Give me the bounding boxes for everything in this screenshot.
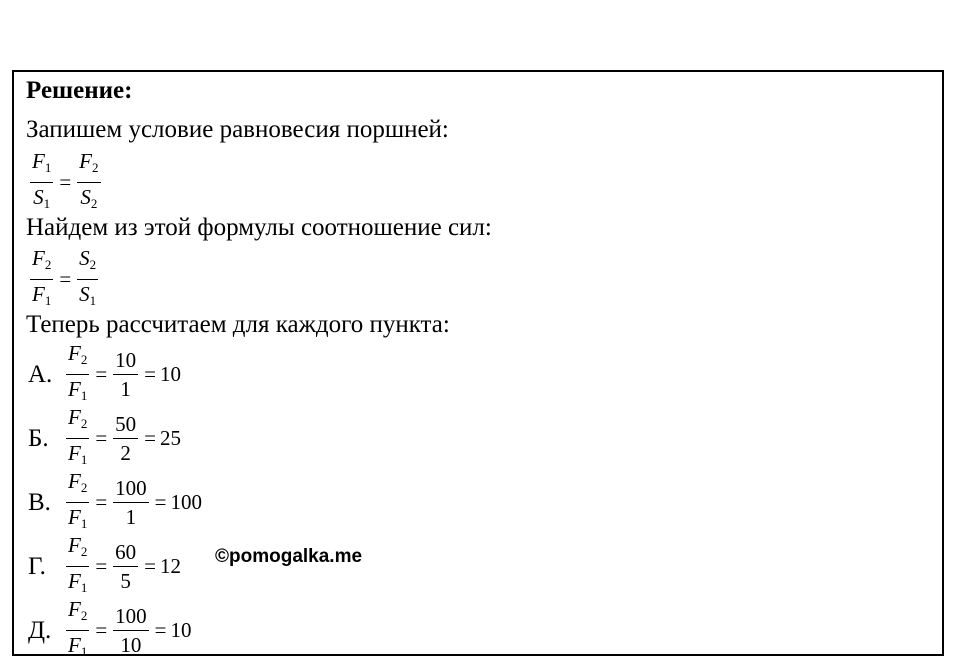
item-result: 10 (160, 362, 182, 386)
force-ratio-formula (28, 247, 100, 312)
text-line-2: Найдем из этой формулы соотношение сил: (26, 214, 492, 241)
value-fraction: $\frac{10}{1}$ (115, 348, 137, 401)
calc-item-c: В. $\frac{F_2}{F_1}$ = $\frac{100}{1}$ = 100 (28, 470, 202, 535)
equals-sign: = (59, 267, 72, 291)
fraction-f1-s1: $\frac{F_1}{S_1}$ (30, 150, 53, 215)
text-line-3: Теперь рассчитаем для каждого пункта: (26, 311, 450, 338)
fraction-f2-f1: $\frac{F_2}{F_1}$ (30, 247, 53, 312)
fraction-f2-s2: $\frac{F_2}{S_2}$ (77, 150, 100, 215)
solution-heading: Решение: (26, 77, 133, 104)
item-result: 10 (170, 618, 192, 642)
calc-item-d: Г. $\frac{F_2}{F_1}$ = $\frac{60}{5}$ = 12 (28, 534, 181, 599)
item-label: Д. (28, 616, 52, 644)
item-result: 100 (170, 490, 203, 514)
solution-box (12, 70, 944, 659)
item-label: Г. (28, 552, 46, 580)
item-label: В. (28, 488, 51, 516)
text-line-1: Запишем условие равновесия поршней: (26, 116, 449, 143)
calc-item-a: А. $\frac{F_2}{F_1}$ = $\frac{10}{1}$ = 10 (28, 342, 181, 407)
equals-sign: = (59, 170, 72, 194)
value-fraction: $\frac{50}{2}$ (115, 412, 137, 465)
calc-item-e: Д. $\frac{F_2}{F_1}$ = $\frac{100}{10}$ = 10 (28, 598, 192, 663)
item-result: 25 (160, 426, 182, 450)
value-fraction: $\frac{100}{1}$ (115, 476, 147, 529)
item-label: А. (28, 360, 53, 388)
equilibrium-formula (28, 150, 103, 215)
fraction-s2-s1: $\frac{S_2}{S_1}$ (77, 247, 98, 312)
watermark: ©pomogalka.me (215, 546, 363, 567)
item-label: Б. (28, 424, 49, 452)
value-fraction: $\frac{100}{10}$ (115, 604, 147, 657)
calc-item-b: Б. $\frac{F_2}{F_1}$ = $\frac{50}{2}$ = 25 (28, 406, 181, 471)
item-result: 12 (160, 554, 182, 578)
value-fraction: $\frac{60}{5}$ (115, 540, 137, 593)
